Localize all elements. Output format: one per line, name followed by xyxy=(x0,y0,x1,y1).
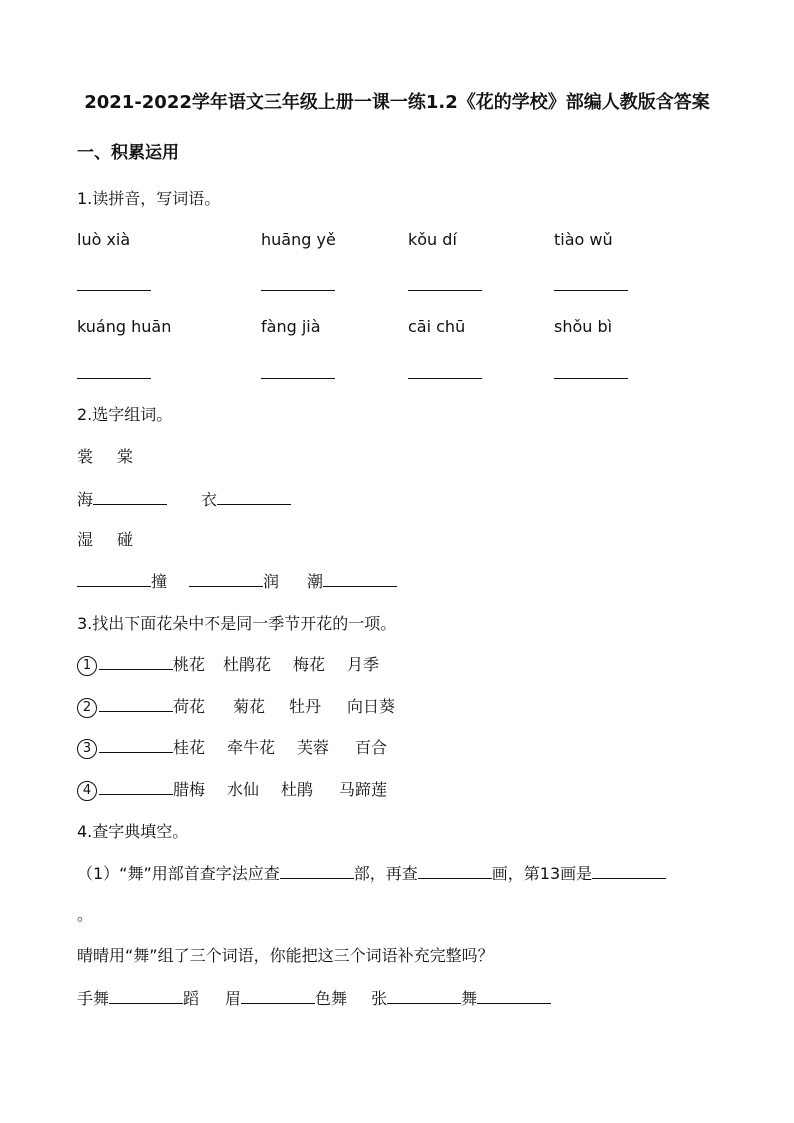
question-text: 13 xyxy=(539,864,561,883)
flower-name: 水仙 xyxy=(227,780,260,799)
fill-row xyxy=(77,487,291,510)
answer-blank[interactable] xyxy=(77,290,151,291)
question-text: 晴晴用“舞”组了三个词语，你能把这三个词语补充完整吗？ xyxy=(77,946,494,965)
pinyin-item: huāng yě xyxy=(261,230,336,249)
word-part: 润 xyxy=(263,572,280,591)
flower-name: 梅花 xyxy=(293,655,326,674)
document-title: 2021-2022学年语文三年级上册一课一练1.2《花的学校》部编人教版含答案 xyxy=(84,92,710,113)
flower-name: 牵牛花 xyxy=(227,738,276,757)
section-heading: 一、积累运用 xyxy=(77,143,179,163)
flower-name: 桂花 xyxy=(173,738,206,757)
flower-name: 杜鹃 xyxy=(281,780,314,799)
question-3-prompt: 3.找出下面花朵中不是同一季节开花的一项。 xyxy=(77,614,397,633)
flower-name: 杜鹃花 xyxy=(223,655,272,674)
flower-name: 月季 xyxy=(347,655,380,674)
answer-blank[interactable] xyxy=(77,585,151,587)
char-choice: 碰 xyxy=(117,530,134,549)
pinyin-item: shǒu bì xyxy=(554,317,613,336)
pinyin-item: cāi chū xyxy=(408,317,466,336)
circled-number: 3 xyxy=(77,739,97,759)
circled-number: 1 xyxy=(77,656,97,676)
option-row xyxy=(77,777,387,801)
answer-blank[interactable] xyxy=(93,503,167,505)
answer-blank[interactable] xyxy=(554,378,628,379)
answer-blank[interactable] xyxy=(77,378,151,379)
circled-number: 2 xyxy=(77,698,97,718)
option-row xyxy=(77,735,387,759)
word-part: 衣 xyxy=(201,490,218,509)
answer-blank[interactable] xyxy=(408,290,482,291)
word-part: 撞 xyxy=(151,572,168,591)
answer-blank[interactable] xyxy=(280,877,354,879)
word-part: 眉 xyxy=(225,989,242,1008)
word-part: 蹈 xyxy=(183,989,200,1008)
word-part: 色舞 xyxy=(315,989,348,1008)
answer-blank[interactable] xyxy=(408,378,482,379)
question-text: 画，第 xyxy=(491,864,540,883)
answer-blank[interactable] xyxy=(99,710,173,712)
char-choice: 棠 xyxy=(117,447,134,466)
answer-blank[interactable] xyxy=(323,585,397,587)
char-choice-row xyxy=(77,527,133,550)
flower-name: 芙蓉 xyxy=(297,738,330,757)
flower-name: 菊花 xyxy=(233,697,266,716)
word-part: 张 xyxy=(371,989,388,1008)
period-mark: 。 xyxy=(77,905,94,924)
answer-blank[interactable] xyxy=(99,668,173,670)
question-text: （1）“舞”用部首查字法应查 xyxy=(77,864,280,883)
fill-row xyxy=(77,861,666,884)
flower-name: 马蹄莲 xyxy=(339,780,388,799)
question-2-prompt: 2.选字组词。 xyxy=(77,405,173,424)
option-row xyxy=(77,694,395,718)
answer-blank[interactable] xyxy=(592,877,666,879)
flower-name: 向日葵 xyxy=(347,697,396,716)
flower-name: 荷花 xyxy=(173,697,206,716)
question-4-prompt: 4.查字典填空。 xyxy=(77,822,189,841)
answer-blank[interactable] xyxy=(554,290,628,291)
pinyin-item: fàng jià xyxy=(261,317,321,336)
answer-blank[interactable] xyxy=(418,877,492,879)
answer-blank[interactable] xyxy=(99,793,173,795)
answer-blank[interactable] xyxy=(387,1002,461,1004)
question-text: 画是 xyxy=(560,864,593,883)
word-part: 潮 xyxy=(307,572,324,591)
word-part: 手舞 xyxy=(77,989,110,1008)
fill-row xyxy=(77,986,551,1009)
pinyin-item: kǒu dí xyxy=(408,230,457,249)
answer-blank[interactable] xyxy=(189,585,263,587)
answer-blank[interactable] xyxy=(477,1002,551,1004)
flower-name: 桃花 xyxy=(173,655,206,674)
answer-blank[interactable] xyxy=(261,290,335,291)
flower-name: 腊梅 xyxy=(173,780,206,799)
flower-name: 百合 xyxy=(355,738,388,757)
char-choice-row xyxy=(77,444,133,467)
question-text: 部，再查 xyxy=(353,864,418,883)
flower-name: 牡丹 xyxy=(289,697,322,716)
answer-blank[interactable] xyxy=(241,1002,315,1004)
pinyin-item: kuáng huān xyxy=(77,317,172,336)
answer-blank[interactable] xyxy=(99,751,173,753)
word-part: 海 xyxy=(77,490,94,509)
word-part: 舞 xyxy=(461,989,478,1008)
circled-number: 4 xyxy=(77,781,97,801)
pinyin-item: luò xià xyxy=(77,230,131,249)
answer-blank[interactable] xyxy=(217,503,291,505)
char-choice: 湿 xyxy=(77,530,94,549)
answer-blank[interactable] xyxy=(261,378,335,379)
question-1-prompt: 1.读拼音，写词语。 xyxy=(77,189,221,208)
fill-row xyxy=(77,569,397,592)
option-row xyxy=(77,652,379,676)
pinyin-item: tiào wǔ xyxy=(554,230,613,249)
answer-blank[interactable] xyxy=(109,1002,183,1004)
char-choice: 裳 xyxy=(77,447,94,466)
